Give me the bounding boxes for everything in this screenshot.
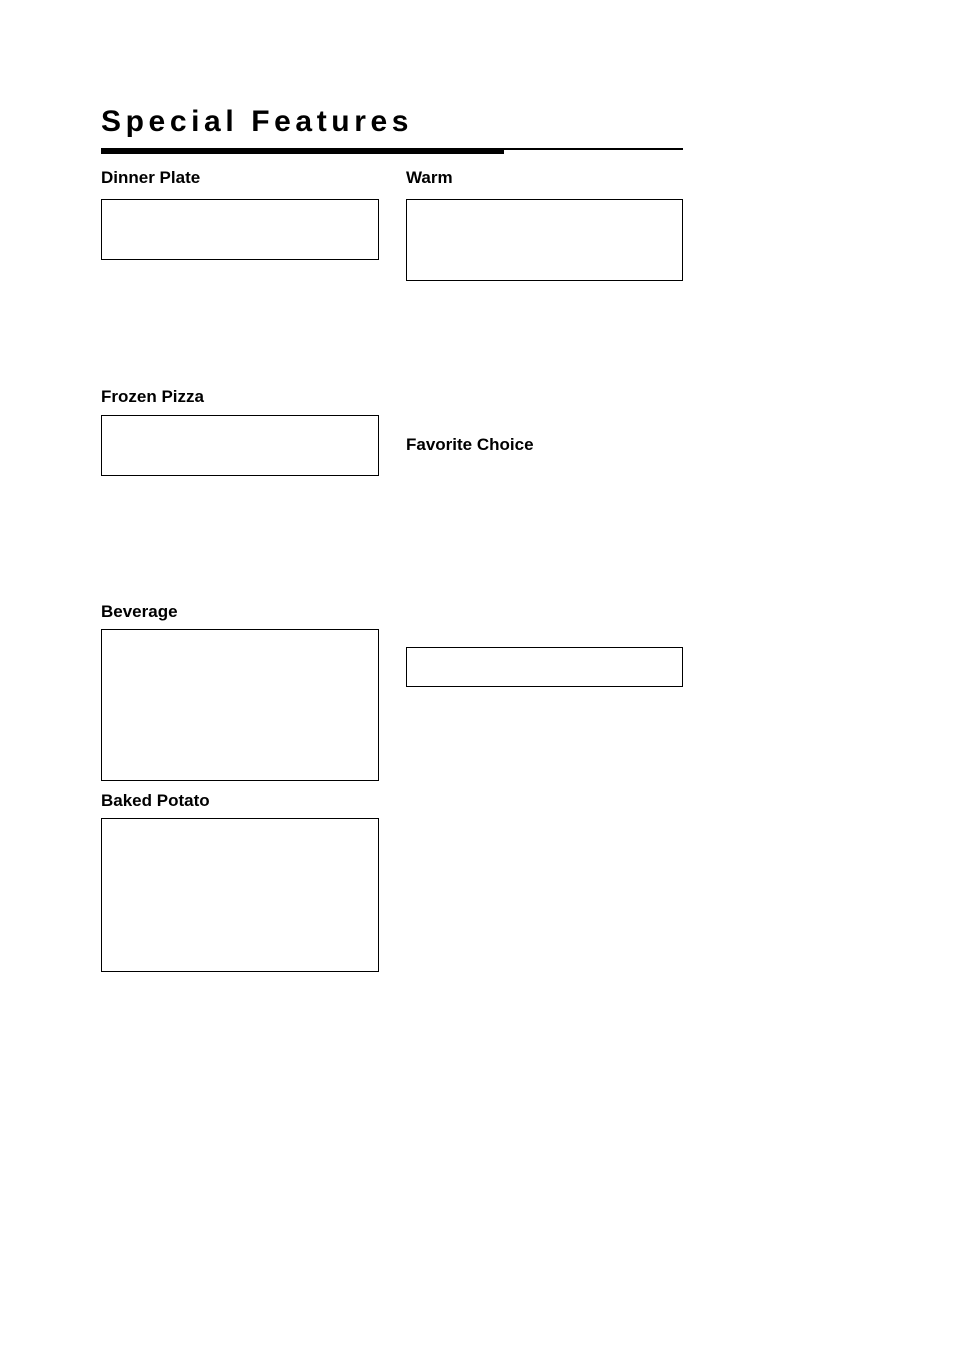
dinner-plate-heading: Dinner Plate (101, 168, 201, 187)
warm-box (406, 199, 683, 281)
beverage-heading: Beverage (101, 602, 178, 621)
frozen-pizza-box (101, 415, 379, 476)
page-title: Special Features (101, 105, 414, 138)
dinner-plate-box (101, 199, 379, 260)
warm-heading: Warm (406, 168, 453, 187)
title-rule-thick (101, 148, 504, 154)
baked-potato-box (101, 818, 379, 972)
favorite-choice-heading: Favorite Choice (406, 435, 534, 454)
beverage-box (101, 629, 379, 781)
title-rule-thin (504, 148, 683, 150)
frozen-pizza-heading: Frozen Pizza (101, 387, 204, 406)
favorite-choice-box (406, 647, 683, 687)
baked-potato-heading: Baked Potato (101, 791, 210, 810)
